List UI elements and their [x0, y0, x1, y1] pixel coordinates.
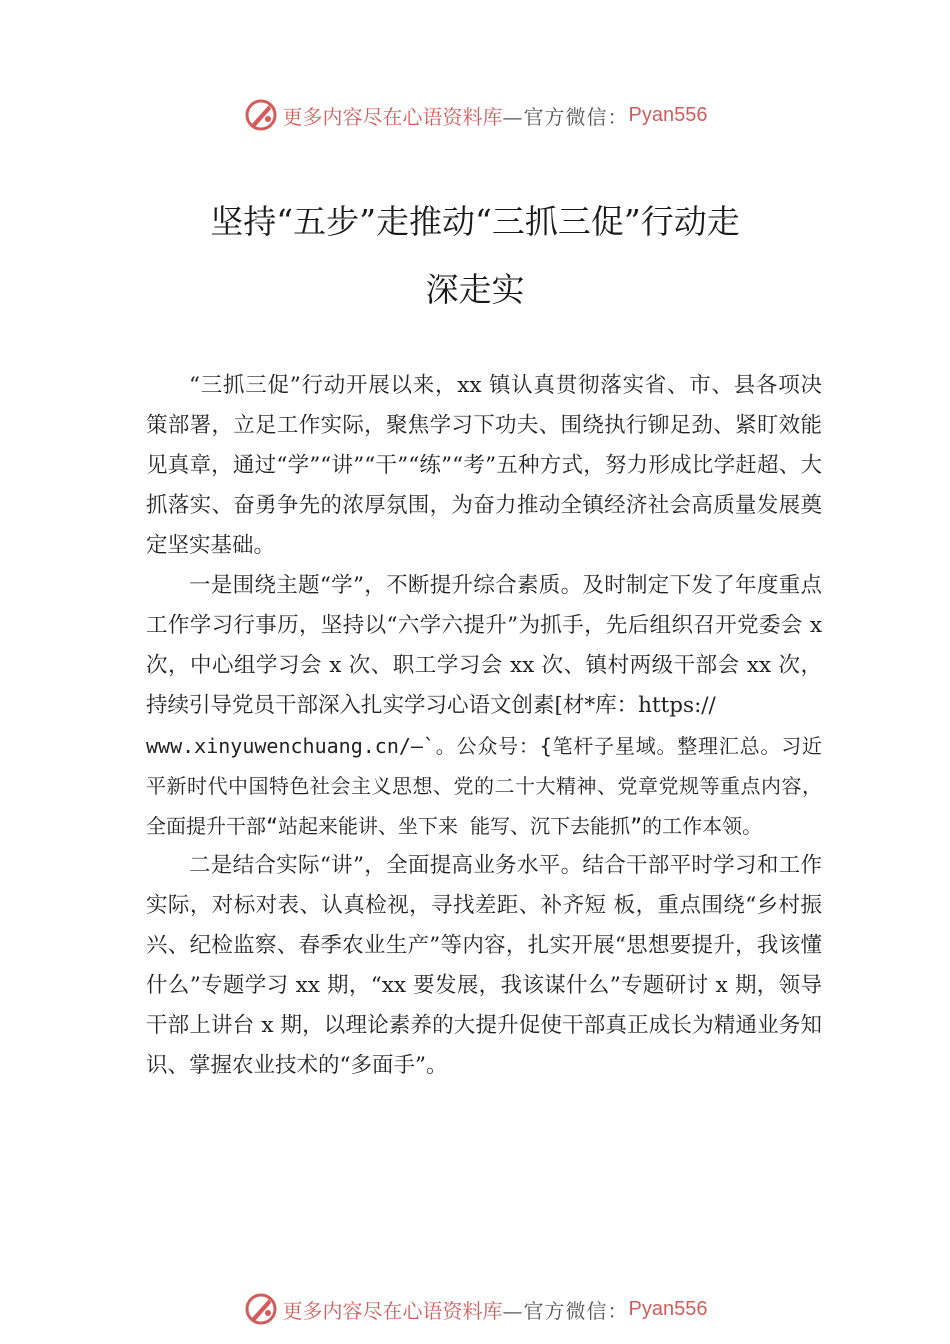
banner-wechat-id: Pyan556 — [628, 103, 708, 126]
banner-red-text: 更多内容尽在心语资料库 — [282, 104, 503, 129]
title-line-1: 坚持“五步”走推动“三抓三促”行动走 — [210, 202, 740, 241]
paragraph-study-cont: www.xinyuwenchuang.cn/—`。公众号：{笔杆子星域。整理汇总。习近平新时代中国特色社会主义思想、党的二十大精神、党章党规等重点内容，全面提升干部“站起来能讲、坐下来 能写、沉下去能抓”的工作本领。 — [146, 734, 822, 838]
banner-gray-text: —官方微信： — [502, 1298, 629, 1323]
document-title — [140, 188, 810, 324]
banner-wechat-id: Pyan556 — [628, 1297, 708, 1320]
document-body — [146, 366, 822, 1086]
banner-gray-text: —官方微信： — [502, 104, 629, 129]
title-line-2: 深走实 — [425, 270, 525, 309]
footer-banner — [0, 1289, 950, 1329]
quill-logo-icon — [243, 1291, 279, 1327]
header-banner — [0, 95, 950, 135]
banner-red-text: 更多内容尽在心语资料库 — [282, 1298, 503, 1323]
paragraph-intro: “三抓三促”行动开展以来，xx 镇认真贯彻落实省、市、县各项决策部署，立足工作实际，聚焦学习下功夫、围绕执行铆足劲、紧盯效能见真章，通过“学”“讲”“干”“练”“考”五种方式，努力形成比学赶超、大抓落实、奋勇争先的浓厚氛围，为奋力推动全镇经济社会高质量发展奠定坚实基础。 — [146, 373, 822, 558]
paragraph-study: 一是围绕主题“学”，不断提升综合素质。及时制定下发了年度重点工作学习行事历，坚持以“六学六提升”为抓手，先后组织召开党委会 x 次，中心组学习会 x 次、职工学习会 xx 次、镇村两级干部会 xx 次，持续引导党员干部深入扎实学习心语文创素[材*库：https:// — [146, 573, 822, 718]
paragraph-lecture: 二是结合实际“讲”，全面提高业务水平。结合干部平时学习和工作实际，对标对表、认真检视，寻找差距、补齐短 板，重点围绕“乡村振兴、纪检监察、春季农业生产”等内容，扎实开展“思想要提升，我该懂什么”专题学习 xx 期，“xx 要发展，我该谋什么”专题研讨 x 期，领导干部上讲台 x 期，以理论素养的大提升促使干部真正成长为精通业务知识、掌握农业技术的“多面手”。 — [146, 853, 822, 1078]
quill-logo-icon — [243, 97, 279, 133]
